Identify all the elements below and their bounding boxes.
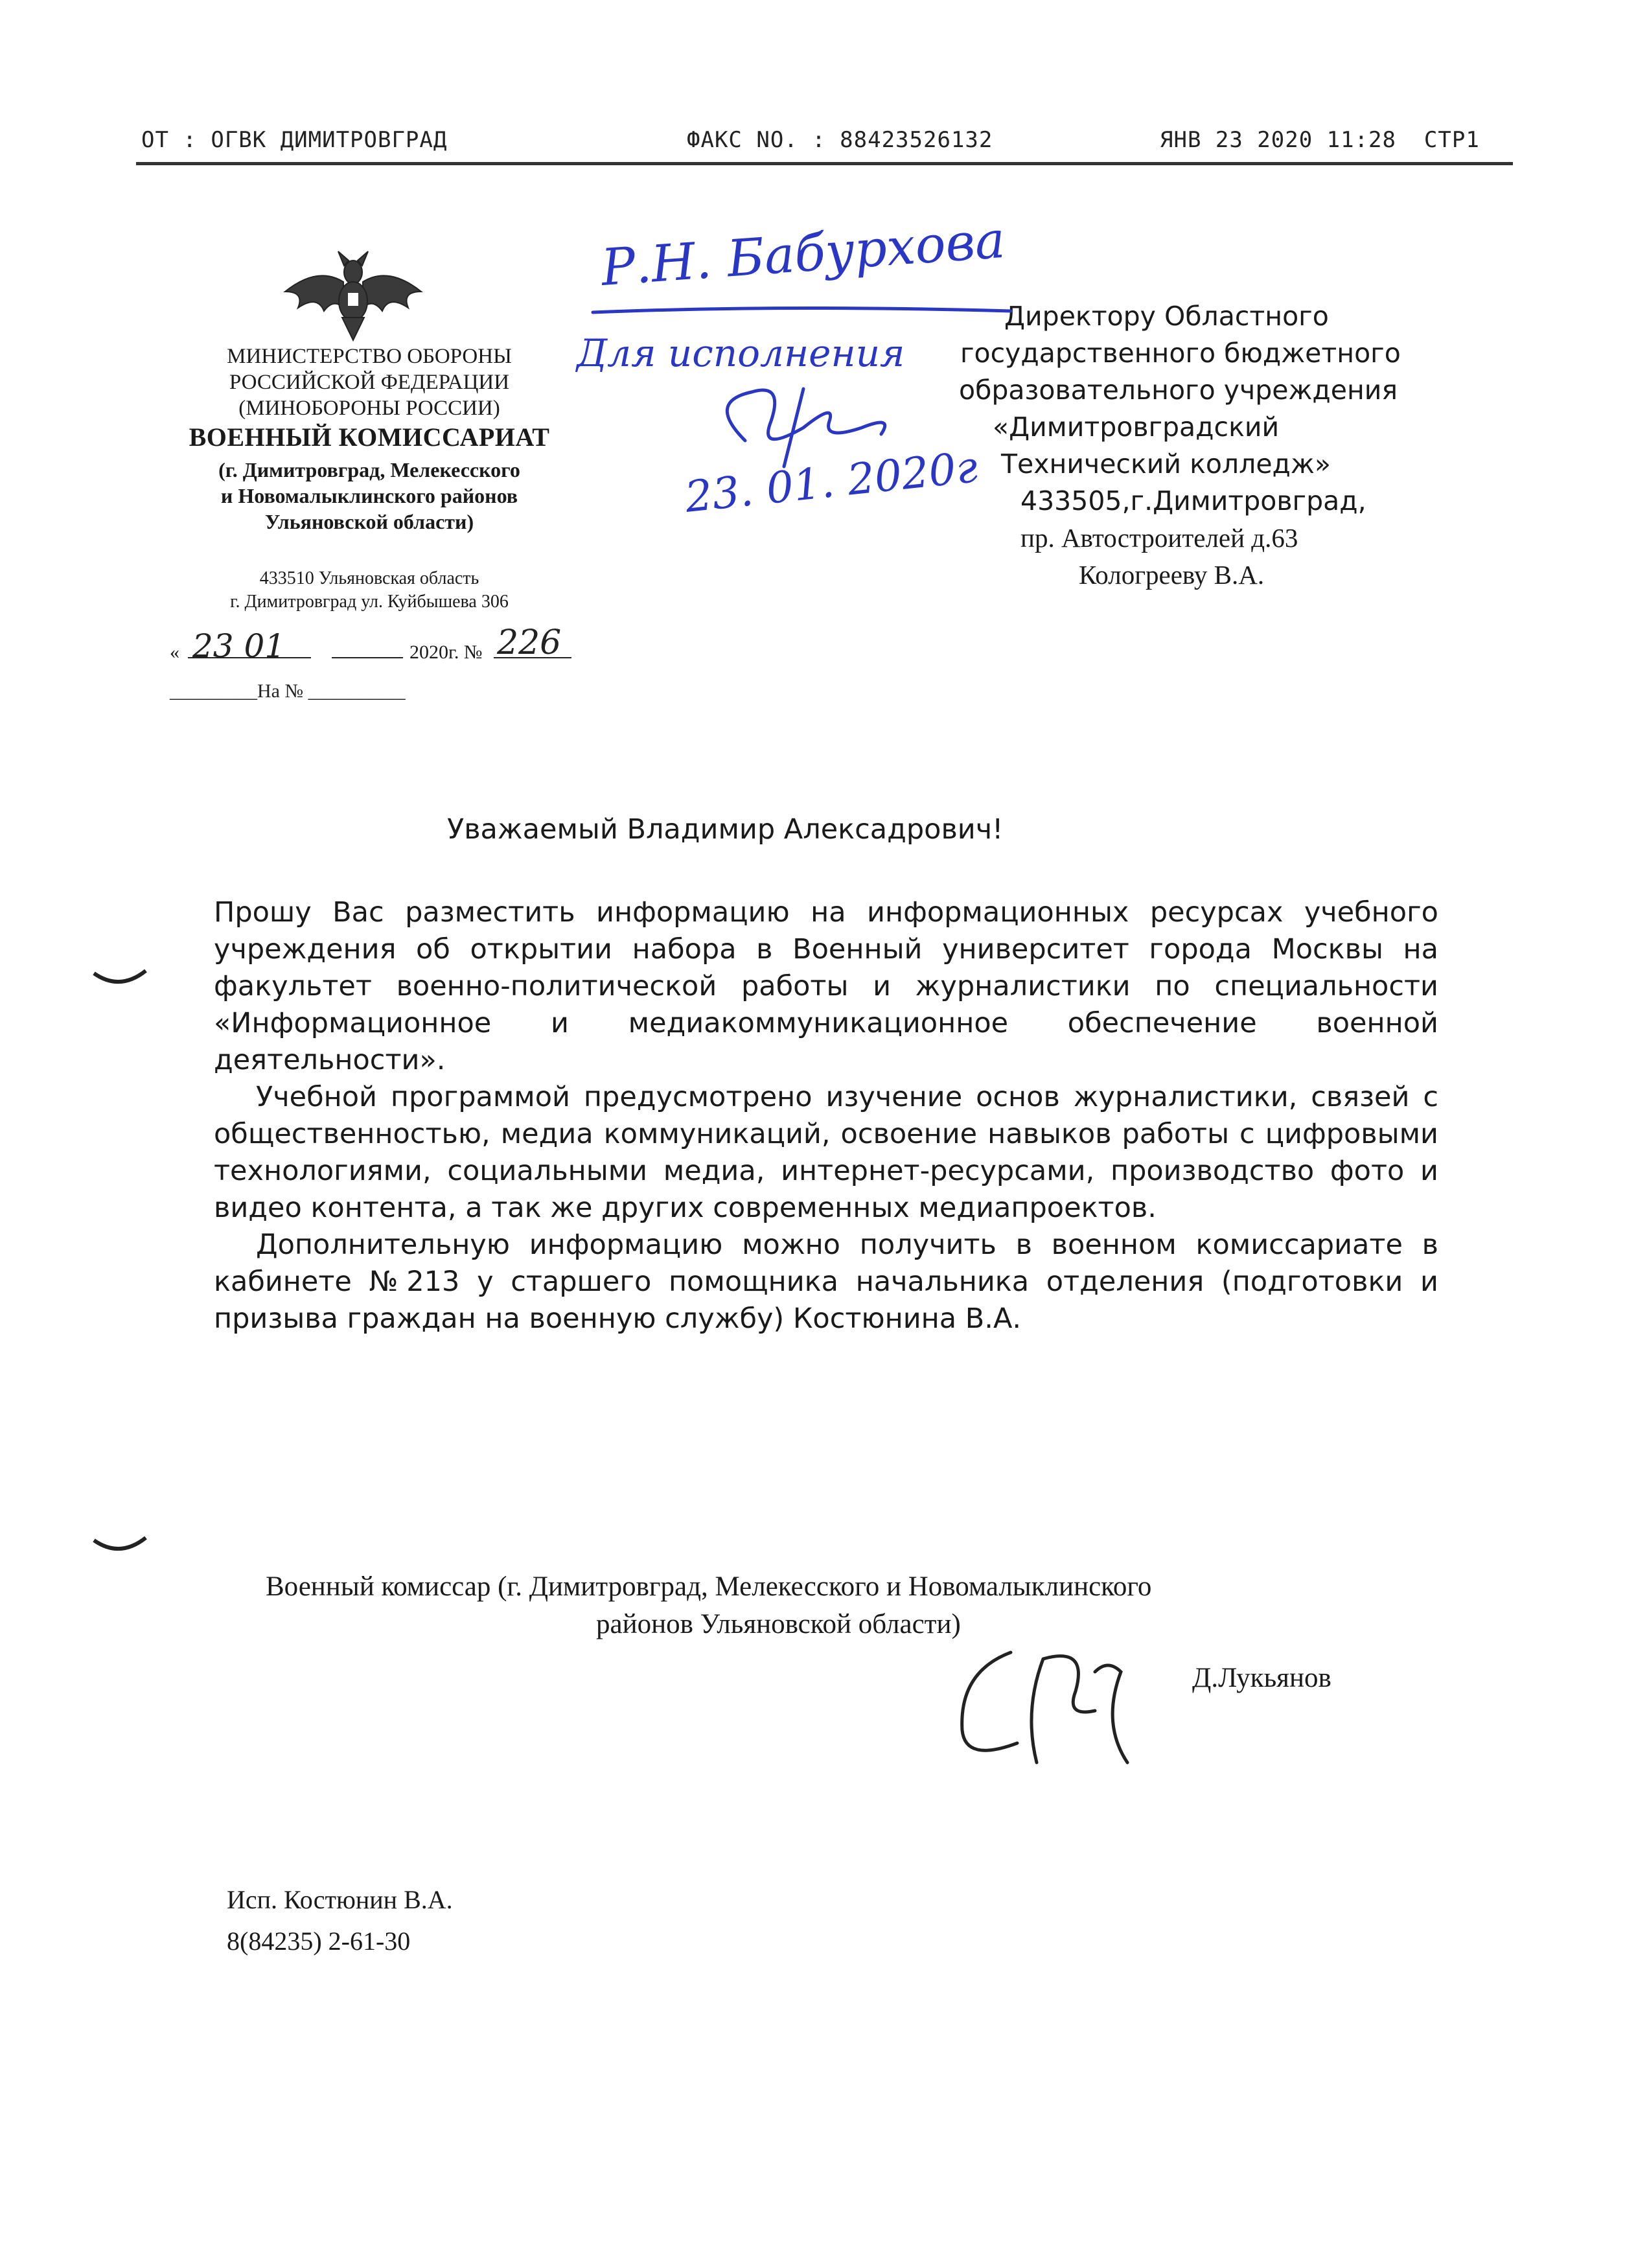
punch-mark: [91, 1533, 149, 1558]
commissar-signature: [946, 1633, 1179, 1776]
resolution-signature: [727, 390, 884, 441]
recipient-line: «Димитровградский: [993, 411, 1280, 443]
office-sub-line: и Новомалыклинского районов: [220, 484, 518, 507]
recipient-line: Технический колледж»: [1001, 448, 1331, 480]
signature-block: [266, 1568, 1432, 1643]
punch-mark: [91, 966, 149, 991]
signer-position: Военный комиссар (г. Димитровград, Мелекесского и Новомалыклинского: [266, 1571, 1152, 1602]
address-line: 433510 Ульяновская область: [259, 568, 479, 588]
fax-date-page: ЯНВ 23 2020 11:28 СТР1: [1160, 127, 1480, 153]
executor-phone: 8(84235) 2-61-30: [227, 1927, 411, 1956]
body-paragraph: Учебной программой предусмотрено изучение основ журналистики, связей с общественностью, медиа коммуникаций, освоение навыков работы с цифровыми технологиями, социальными медиа, интернет-ресурсами, производство фото и видео контента, а так же других современных медиапроектов.: [214, 1081, 1438, 1224]
fax-number: ФАКС NO. : 88423526132: [687, 127, 993, 153]
office-sub-line: Ульяновской области): [264, 510, 474, 533]
recipient-line: Директору Областного: [1004, 301, 1329, 332]
recipient-line: образовательного учреждения: [959, 375, 1398, 406]
sender-ministry: [149, 343, 590, 421]
handwritten-resolution: [557, 207, 1050, 544]
handwritten-number: 226: [497, 623, 562, 662]
date-number-field: « 2020г. № 23 01 226: [170, 635, 584, 674]
body-paragraph: Дополнительную информацию можно получить в военном комиссариате в кабинете №213 у старшего помощника начальника отделения (подготовки и призыва граждан на военную службу) Костюнина В.А.: [214, 1229, 1438, 1335]
address-line: г. Димитровград ул. Куйбышева 306: [230, 592, 509, 612]
ministry-line: РОССИЙСКОЙ ФЕДЕРАЦИИ: [229, 371, 510, 394]
resolution-date: 23. 01. 2020г: [682, 441, 980, 522]
executor-name: Исп. Костюнин В.А.: [227, 1885, 453, 1914]
greeting: Уважаемый Владимир Алексадрович!: [447, 813, 1004, 846]
sender-office: ВОЕННЫЙ КОМИССАРИАТ: [189, 422, 550, 452]
resolution-underline: [593, 308, 1011, 312]
recipient-line: пр. Автостроителей д.63: [1020, 523, 1298, 553]
resolution-note: Для исполнения: [577, 331, 905, 375]
ministry-line: МИНИСТЕРСТВО ОБОРОНЫ: [227, 345, 512, 368]
body-paragraph: Прошу Вас разместить информацию на информационных ресурсах учебного учреждения об открытии набора в Военный университет города Москвы на факультет военно-политической работы и журналистики по специальности «Информационное и медиакоммуникационное обеспечение военной деятельности».: [214, 896, 1438, 1076]
fax-from: ОТ : ОГВК ДИМИТРОВГРАД: [141, 127, 448, 153]
ministry-line: (МИНОБОРОНЫ РОССИИ): [238, 397, 500, 420]
handwritten-date: 23 01: [192, 627, 286, 665]
sender-address: [149, 567, 590, 614]
signer-position-cont: районов Ульяновской области): [596, 1609, 961, 1639]
office-sub-line: (г. Димитровград, Мелекесского: [218, 458, 520, 481]
recipient-line: Кологрееву В.А.: [1079, 560, 1265, 590]
executor-block: [227, 1879, 453, 1962]
eagle-emblem-icon: [279, 246, 428, 343]
sender-office-sub: [149, 457, 590, 535]
reference-field: _________На № __________: [170, 680, 406, 702]
resolution-name: Р.Н. Бабурхова: [599, 211, 1008, 297]
recipient-line: государственного бюджетного: [960, 338, 1401, 369]
fax-header-rule: [136, 162, 1513, 165]
signer-name: Д.Лукьянов: [1192, 1663, 1331, 1693]
recipient-line: 433505,г.Димитровград,: [1020, 485, 1366, 516]
letter-body: [214, 894, 1438, 1337]
